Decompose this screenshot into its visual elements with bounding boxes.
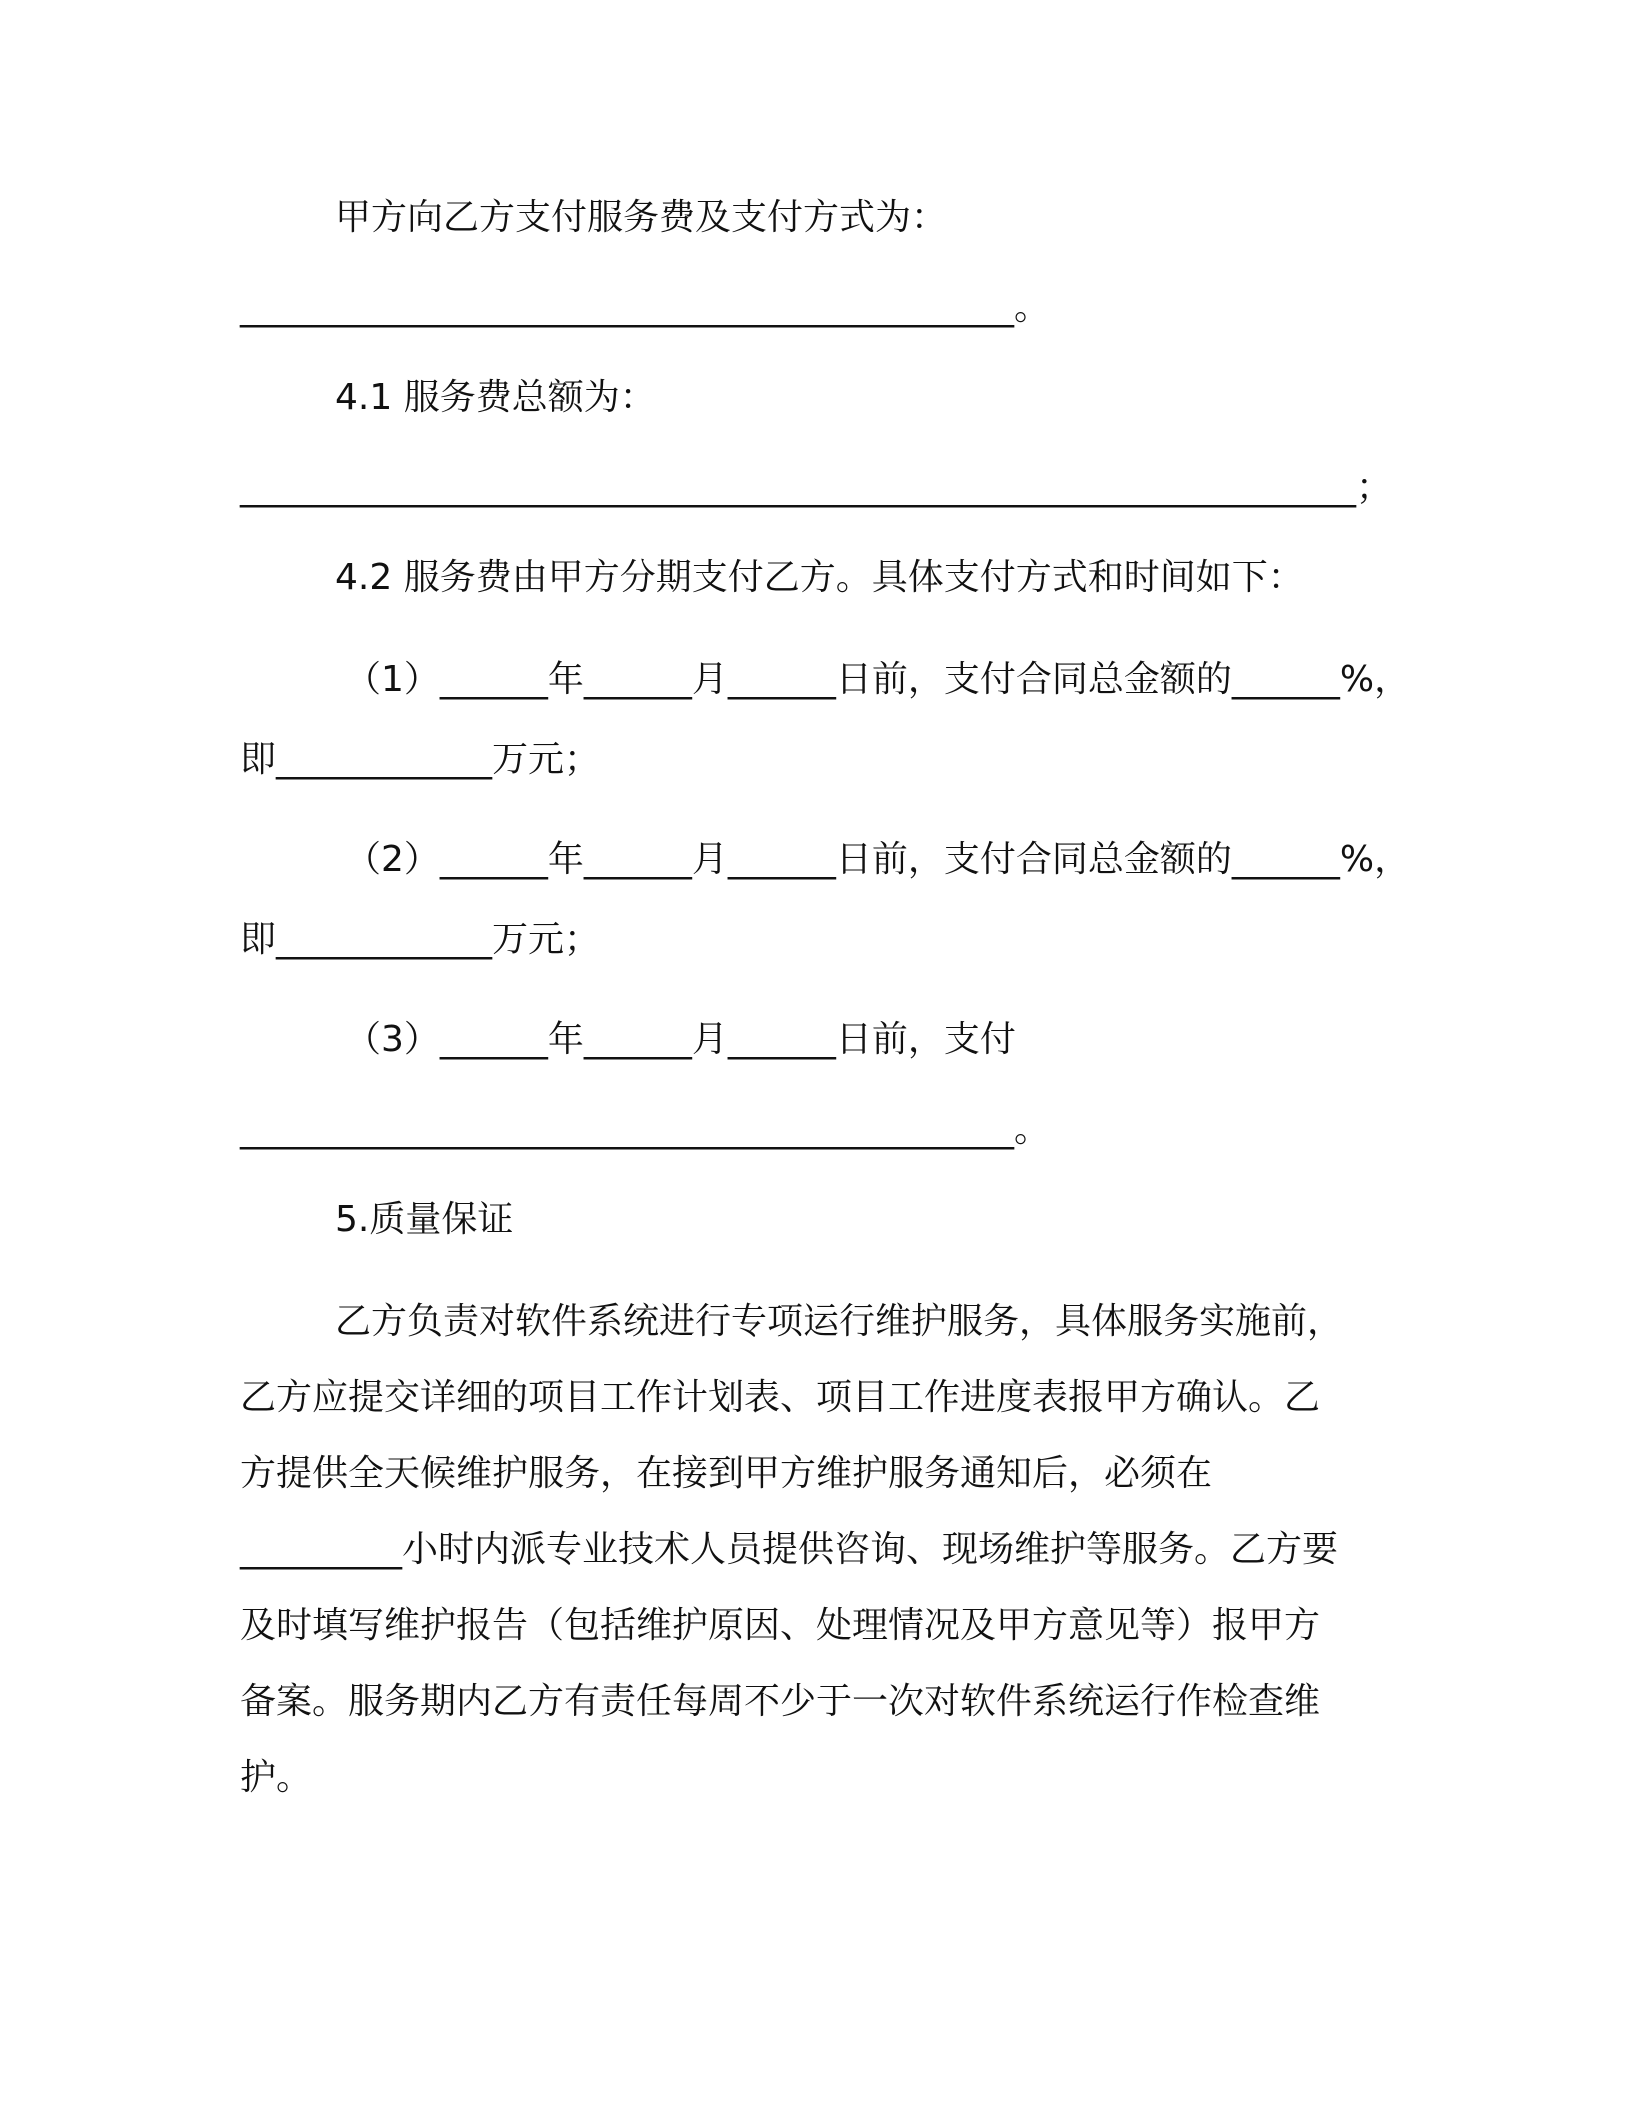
section-5-paragraph-line-4: _________小时内派专业技术人员提供咨询、现场维护等服务。乙方要: [240, 1529, 1339, 1570]
installment-3-line-1: （3）______年______月______日前，支付: [345, 1019, 1016, 1060]
section-5-paragraph-line-5: 及时填写维护报告（包括维护原因、处理情况及甲方意见等）报甲方: [240, 1605, 1321, 1646]
payment-method-blank: ___________________________________________。: [240, 287, 1050, 328]
section-5-paragraph-line-2: 乙方应提交详细的项目工作计划表、项目工作进度表报甲方确认。乙: [240, 1377, 1321, 1418]
section-4-1: 4.1 服务费总额为：: [335, 377, 656, 418]
section-5-paragraph-line-6: 备案。服务期内乙方有责任每周不少于一次对软件系统运行作检查维: [240, 1681, 1321, 1722]
installment-1-line-2: 即____________万元；: [240, 739, 601, 780]
section-5-paragraph-line-7: 护。: [240, 1757, 313, 1798]
installment-2-line-1: （2）______年______月______日前，支付合同总金额的______%，: [345, 839, 1411, 880]
payment-intro: 甲方向乙方支付服务费及支付方式为：: [335, 197, 948, 238]
installment-1-line-1: （1）______年______月______日前，支付合同总金额的______%，: [345, 659, 1411, 700]
section-5-paragraph-line-3: 方提供全天候维护服务，在接到甲方维护服务通知后，必须在: [240, 1453, 1213, 1494]
section-4-2: 4.2 服务费由甲方分期支付乙方。具体支付方式和时间如下：: [335, 557, 1304, 598]
section-5-paragraph-line-1: 乙方负责对软件系统进行专项运行维护服务，具体服务实施前，: [335, 1301, 1344, 1342]
installment-3-line-2: ___________________________________________。: [240, 1109, 1050, 1150]
installment-2-line-2: 即____________万元；: [240, 919, 601, 960]
section-5-heading: 5.质量保证: [335, 1199, 514, 1240]
total-fee-blank: ______________________________________________________________；: [240, 467, 1392, 508]
